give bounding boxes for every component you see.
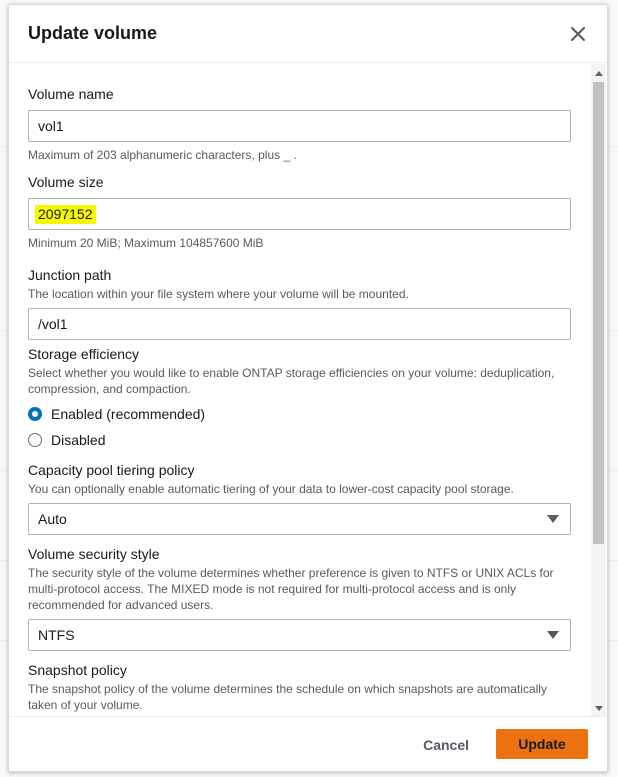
tiering-policy-label: Capacity pool tiering policy: [28, 462, 195, 478]
update-volume-modal: [8, 4, 608, 772]
scroll-up-arrow-icon[interactable]: [595, 71, 603, 76]
security-style-description: The security style of the volume determines whether preference is given to NTFS or UNIX ACLs for multi-protocol access. The MIXED mode is not required for multi-protocol access and is only recommended for advanced users.: [28, 566, 554, 612]
cancel-button[interactable]: Cancel: [423, 737, 469, 753]
volume-name-input[interactable]: vol1: [28, 110, 571, 142]
modal-title: Update volume: [28, 23, 158, 43]
caret-down-icon: [547, 631, 559, 639]
volume-size-input[interactable]: [28, 198, 571, 230]
volume-size-label: Volume size: [28, 174, 104, 190]
volume-name-field: [28, 85, 571, 163]
radio-option-enabled[interactable]: [28, 404, 571, 424]
modal-footer: [9, 716, 607, 771]
junction-path-field: [28, 266, 571, 340]
security-style-field: [28, 545, 571, 651]
tiering-policy-description: You can optionally enable automatic tiering of your data to lower-cost capacity pool storage.: [28, 482, 514, 496]
modal-body: [9, 64, 592, 718]
radio-button-unchecked[interactable]: [28, 433, 42, 447]
update-button[interactable]: Update: [496, 729, 588, 759]
volume-size-field: [28, 173, 571, 251]
volume-size-hint: Minimum 20 MiB; Maximum 104857600 MiB: [28, 236, 264, 250]
security-style-label: Volume security style: [28, 546, 160, 562]
snapshot-policy-description: The snapshot policy of the volume determines the schedule on which snapshots are automatically taken of your volume.: [28, 682, 547, 712]
caret-down-icon: [547, 515, 559, 523]
tiering-policy-select[interactable]: [28, 503, 571, 535]
scroll-thumb[interactable]: [593, 82, 604, 544]
scroll-down-arrow-icon[interactable]: [595, 706, 603, 711]
volume-name-hint: Maximum of 203 alphanumeric characters, plus _ .: [28, 148, 297, 162]
junction-path-input[interactable]: /vol1: [28, 308, 571, 340]
storage-efficiency-description: Select whether you would like to enable ONTAP storage efficiencies on your volume: deduplication, compression, and compaction.: [28, 366, 555, 396]
close-icon: [567, 23, 589, 45]
volume-name-label: Volume name: [28, 86, 114, 102]
modal-header: [9, 5, 607, 63]
junction-path-label: Junction path: [28, 267, 112, 283]
radio-label-disabled: Disabled: [51, 432, 106, 448]
security-style-select[interactable]: [28, 619, 571, 651]
volume-size-value: 2097152: [35, 205, 96, 224]
snapshot-policy-field: [28, 661, 571, 718]
close-button[interactable]: [567, 23, 589, 45]
radio-option-disabled[interactable]: [28, 430, 571, 450]
security-style-value: NTFS: [38, 627, 75, 643]
tiering-policy-value: Auto: [38, 511, 67, 527]
radio-button-checked[interactable]: [28, 407, 42, 421]
tiering-policy-field: [28, 461, 571, 535]
storage-efficiency-label: Storage efficiency: [28, 346, 140, 362]
junction-path-description: The location within your file system where your volume will be mounted.: [28, 287, 409, 301]
snapshot-policy-label: Snapshot policy: [28, 662, 127, 678]
radio-label-enabled: Enabled (recommended): [51, 406, 206, 422]
modal-scrollbar[interactable]: [591, 64, 606, 718]
storage-efficiency-field: [28, 345, 571, 450]
